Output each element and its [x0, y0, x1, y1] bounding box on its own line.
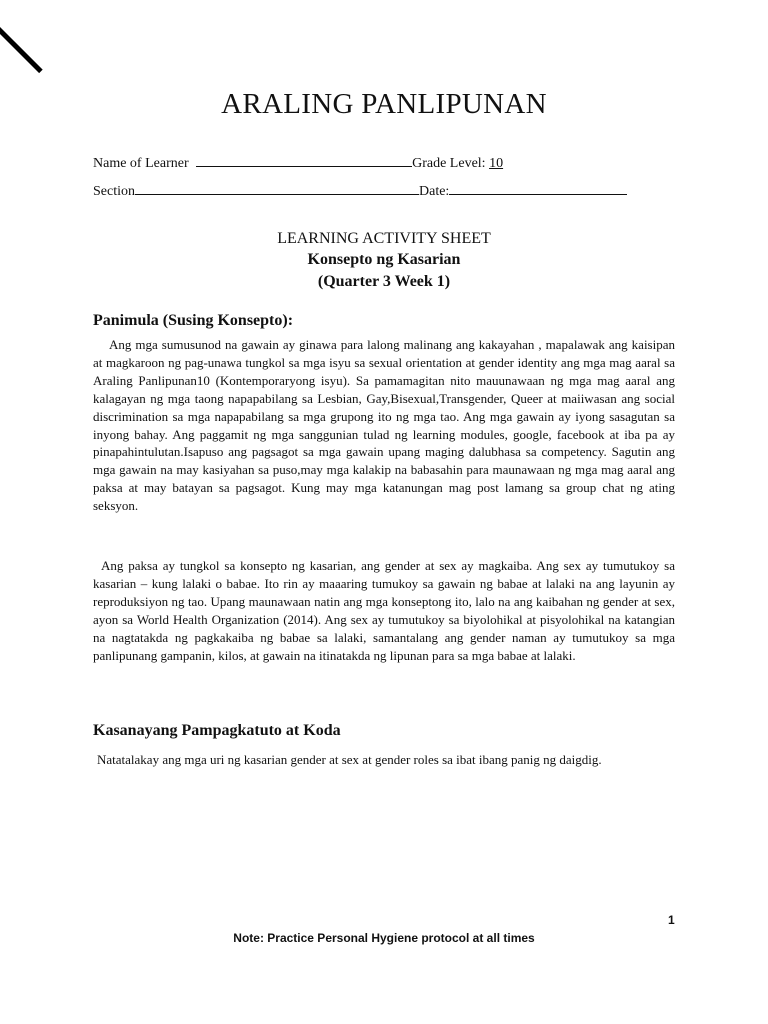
- grade-level-label: Grade Level:: [412, 156, 486, 171]
- date-field[interactable]: [449, 180, 627, 195]
- intro-heading: Panimula (Susing Konsepto):: [93, 312, 294, 329]
- name-of-learner-label: Name of Learner: [93, 156, 189, 171]
- section-date-row: [93, 180, 627, 200]
- intro-paragraph-1: Ang mga sumusunod na gawain ay ginawa para lalong malinang ang kakayahan , mapalawak ang kaisipan at magkaroon ng pag-unawa tungkol sa mga isyu sa sexual orientation at gender identity ang mga mag aaral sa Araling Panlipunan10 (Kontemporaryong isyu). Sa pamamagitan nito mauunawaan ng mga mag aaral ang kalagayan ng mga taong napapabilang sa Lesbian, Gay,Bisexual,Transgender, Queer at maiiwasan ang social discrimination sa mga napapabilang sa mga grupong ito ng mga tao. Ang mga gawain ay iyong sasagutan sa inyong bahay. Ang paggamit ng mga sanggunian tulad ng learning modules, google, facebook at iba pa ay pinapahintulutan.Isapuso ang pagsagot sa mga gawain upang maging dalubhasa sa competency. Sagutin ang mga gawain na may kasiyahan sa puso,may mga kalakip na babasahin para maunawaan ng mga mag aaral ang paksa at may batayan sa pagsagot. Kung may mga katanungan mag post lamang sa group chat ng ating seksyon.: [93, 337, 675, 514]
- page-number: 1: [668, 913, 675, 927]
- period-heading: (Quarter 3 Week 1): [317, 273, 451, 290]
- topic-heading: Konsepto ng Kasarian: [307, 251, 461, 268]
- section-field[interactable]: [135, 180, 419, 195]
- date-label: Date:: [419, 184, 450, 199]
- competency-heading: Kasanayang Pampagkatuto at Koda: [93, 722, 341, 739]
- name-of-learner-field[interactable]: [196, 152, 412, 167]
- competency-text: Natatalakay ang mga uri ng kasarian gender at sex at gender roles sa ibat ibang panig ng daigdig.: [97, 752, 602, 767]
- corner-mark: [0, 19, 43, 73]
- document-title: ARALING PANLIPUNAN: [221, 88, 547, 120]
- grade-level-value: 10: [489, 156, 504, 171]
- footer-note: Note: Practice Personal Hygiene protocol at all times: [233, 931, 535, 945]
- section-label: Section: [93, 184, 135, 199]
- intro-paragraph-2: Ang paksa ay tungkol sa konsepto ng kasarian, ang gender at sex ay magkaiba. Ang sex ay tumutukoy sa kasarian – kung lalaki o babae. Ito rin ay maaaring tumukoy sa gawain ng babae at lalaki na ang layunin ay reproduksiyon ng tao. Upang maunawaan natin ang mga konseptong ito, lalo na ang kaibahan ng gender at sex, ayon sa World Health Organization (2014). Ang sex ay tumutukoy sa biyolohikal at pisyolohikal na katangian na nagtatakda ng pagkakaiba ng babae sa lalaki, samantalang ang gender naman ay tumutukoy sa mga panlipunang gampanin, kilos, at gawain na itinatakda ng lipunan para sa mga babae at lalaki.: [93, 558, 675, 663]
- learner-info-row: [93, 152, 503, 172]
- sheet-type-heading: LEARNING ACTIVITY SHEET: [277, 230, 491, 247]
